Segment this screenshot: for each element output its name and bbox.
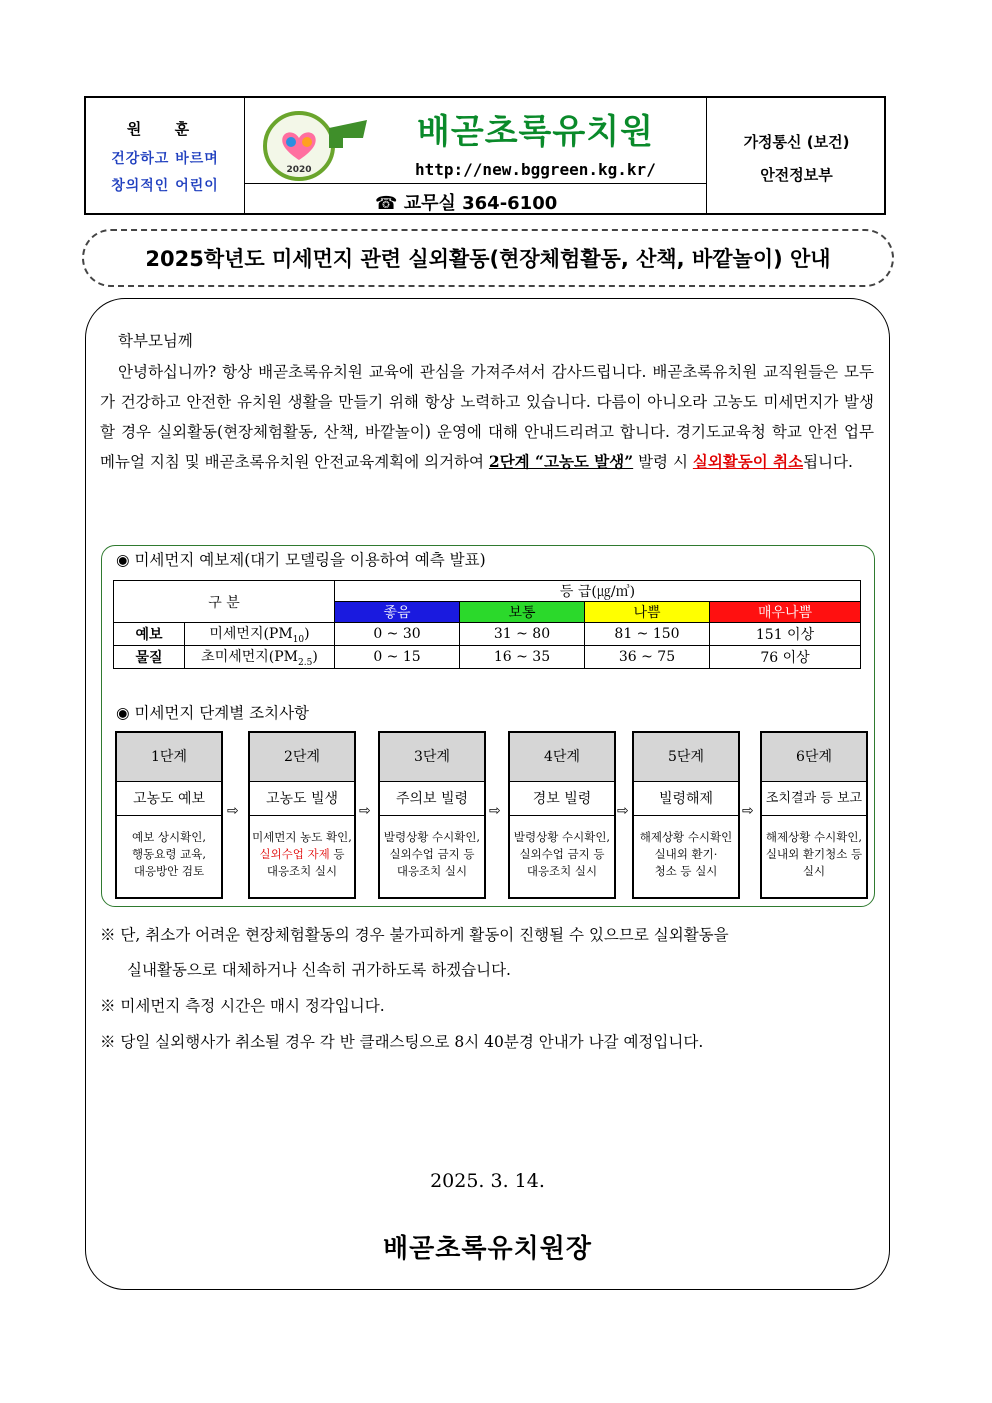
body-text-1: 안녕하십니까? 항상 배곧초록유치원 교육에 관심을 가져주셔서 감사드립니다. 배곧초록유치원 교직원들은 모두가 건강하고 안전한 유치원 생활을 만들기 위해 항상 노력하고 있습니다. 다름이 아니오라 고농도 미세먼지가 발생할 경우 실외활동(현장체험활동, 산책, 바깥놀이) 운영에 대해 안내드리려고 합니다. 경기도교육청 학교 안전 업무메뉴얼 지침 및 배곧초록유치원 안전교육계획에 의거하여 bbox=[100, 363, 874, 471]
body-text-3: 됩니다. bbox=[803, 453, 853, 471]
step-4-desc: 발령상황 수시확인, 실외수업 금지 등 대응조치 실시 bbox=[513, 830, 611, 878]
pm10-very-bad: 151 이상 bbox=[710, 623, 861, 646]
step-arrow-5: ⇨ bbox=[742, 803, 754, 819]
step-6-name: 조치결과 등 보고 bbox=[762, 782, 866, 816]
motto-line-1: 건강하고 바르며 bbox=[111, 151, 219, 167]
pm10-normal: 31 ~ 80 bbox=[460, 623, 585, 646]
step-arrow-1: ⇨ bbox=[227, 803, 239, 819]
pm25-bad: 36 ~ 75 bbox=[585, 645, 710, 668]
title-banner bbox=[82, 229, 894, 287]
step-6-desc: 해제상황 수시확인, 실내외 환기청소 등 실시 bbox=[765, 830, 863, 878]
school-url[interactable]: http://new.bggreen.kg.kr/ bbox=[415, 160, 656, 179]
pm10-good: 0 ~ 30 bbox=[335, 623, 460, 646]
step-1-number: 1단계 bbox=[117, 733, 221, 782]
step-arrow-3: ⇨ bbox=[489, 803, 501, 819]
col-grade-header: 등 급(㎍/㎥) bbox=[335, 581, 861, 602]
pm25-good: 0 ~ 15 bbox=[335, 645, 460, 668]
grade-bad: 나쁨 bbox=[585, 602, 710, 623]
motto-title: 원 훈 bbox=[126, 120, 204, 138]
row-group-label-2: 물질 bbox=[114, 645, 185, 668]
date: 2025. 3. 14. bbox=[430, 1170, 545, 1192]
motto-cell bbox=[86, 98, 245, 213]
pm10-bad: 81 ~ 150 bbox=[585, 623, 710, 646]
row-name-pm10: 미세먼지$(PM_{10})$ bbox=[185, 623, 335, 646]
step-2-name: 고농도 빌생 bbox=[250, 782, 354, 816]
department: 안전정보부 bbox=[760, 166, 833, 184]
note-3: ※ 당일 실외행사가 취소될 경우 각 반 클래스팅으로 8시 40분경 안내가 나갈 예정입니다. bbox=[100, 1033, 704, 1051]
step-5-number: 5단계 bbox=[634, 733, 738, 782]
step-3-desc: 발령상황 수시확인, 실외수업 금지 등 대응조치 실시 bbox=[383, 830, 481, 878]
body-text-2: 발령 시 bbox=[633, 453, 693, 471]
motto-line-2: 창의적인 어린이 bbox=[111, 178, 219, 194]
row-name-pm25: 초미세먼지$(PM_{2.5})$ bbox=[185, 645, 335, 668]
step-5-box bbox=[632, 731, 740, 899]
step-1-name: 고농도 예보 bbox=[117, 782, 221, 816]
grade-good: 좋음 bbox=[335, 602, 460, 623]
step-4-box bbox=[508, 731, 616, 899]
step-2-number: 2단계 bbox=[250, 733, 354, 782]
header bbox=[84, 96, 886, 215]
col-category-header: 구 분 bbox=[114, 581, 335, 623]
step-3-number: 3단계 bbox=[380, 733, 484, 782]
body-paragraph bbox=[100, 357, 874, 477]
body-emphasis-cancel: 실외활동이 취소 bbox=[692, 452, 804, 471]
step-3-box bbox=[378, 731, 486, 899]
note-1: ※ 단, 취소가 어려운 현장체험활동의 경우 불가피하게 활동이 진행될 수 있으므로 실외활동을 bbox=[100, 926, 729, 944]
grade-very-bad: 매우나쁨 bbox=[710, 602, 861, 623]
step-4-number: 4단계 bbox=[510, 733, 614, 782]
school-cell-top bbox=[245, 98, 706, 184]
row-group-label-1: 예보 bbox=[114, 623, 185, 646]
step-6-box bbox=[760, 731, 868, 899]
step-5-name: 빌령해제 bbox=[634, 782, 738, 816]
step-2-desc: 미세먼지 농도 확인, 실외수업 자제 등 대응조치 실시 bbox=[252, 830, 352, 878]
page-title: 2025학년도 미세먼지 관련 실외활동(현장체험활동, 산책, 바깥놀이) 안내 bbox=[145, 247, 831, 271]
note-2: ※ 미세먼지 측정 시간은 매시 정각입니다. bbox=[100, 997, 385, 1015]
school-cell bbox=[245, 98, 706, 213]
pm25-normal: 16 ~ 35 bbox=[460, 645, 585, 668]
step-arrow-2: ⇨ bbox=[359, 803, 371, 819]
pm25-very-bad: 76 이상 bbox=[710, 645, 861, 668]
step-6-number: 6단계 bbox=[762, 733, 866, 782]
doc-type: 가정통신 (보건) bbox=[743, 133, 850, 151]
body-emphasis-stage: 2단계 “고농도 발생” bbox=[488, 452, 634, 471]
grade-normal: 보통 bbox=[460, 602, 585, 623]
school-logo bbox=[259, 108, 371, 182]
doc-info-cell bbox=[706, 98, 886, 213]
forecast-section-label: ◉ 미세먼지 예보제(대기 모델링을 이용하여 예측 발표) bbox=[116, 551, 486, 569]
school-name: 배곧초록유치원 bbox=[417, 112, 654, 152]
step-4-name: 경보 빌령 bbox=[510, 782, 614, 816]
note-1-cont: 실내활동으로 대체하거나 신속히 귀가하도록 하겠습니다. bbox=[127, 961, 511, 979]
step-1-desc: 예보 상시확인, 행동요령 교육, 대응방안 검토 bbox=[132, 830, 206, 878]
step-5-desc: 해제상황 수시확인 실내외 환기· 청소 등 실시 bbox=[639, 830, 733, 878]
step-1-box bbox=[115, 731, 223, 899]
greeting: 학부모님께 bbox=[118, 332, 193, 350]
step-3-name: 주의보 빌령 bbox=[380, 782, 484, 816]
step-2-box bbox=[248, 731, 356, 899]
logo-year: 2020 bbox=[286, 165, 312, 175]
forecast-grade-table bbox=[113, 580, 861, 669]
phone-number: ☎ 교무실 364-6100 bbox=[375, 193, 558, 214]
steps-section-label: ◉ 미세먼지 단계별 조치사항 bbox=[116, 704, 310, 722]
step-arrow-4: ⇨ bbox=[617, 803, 629, 819]
signature: 배곧초록유치원장 bbox=[383, 1234, 592, 1264]
